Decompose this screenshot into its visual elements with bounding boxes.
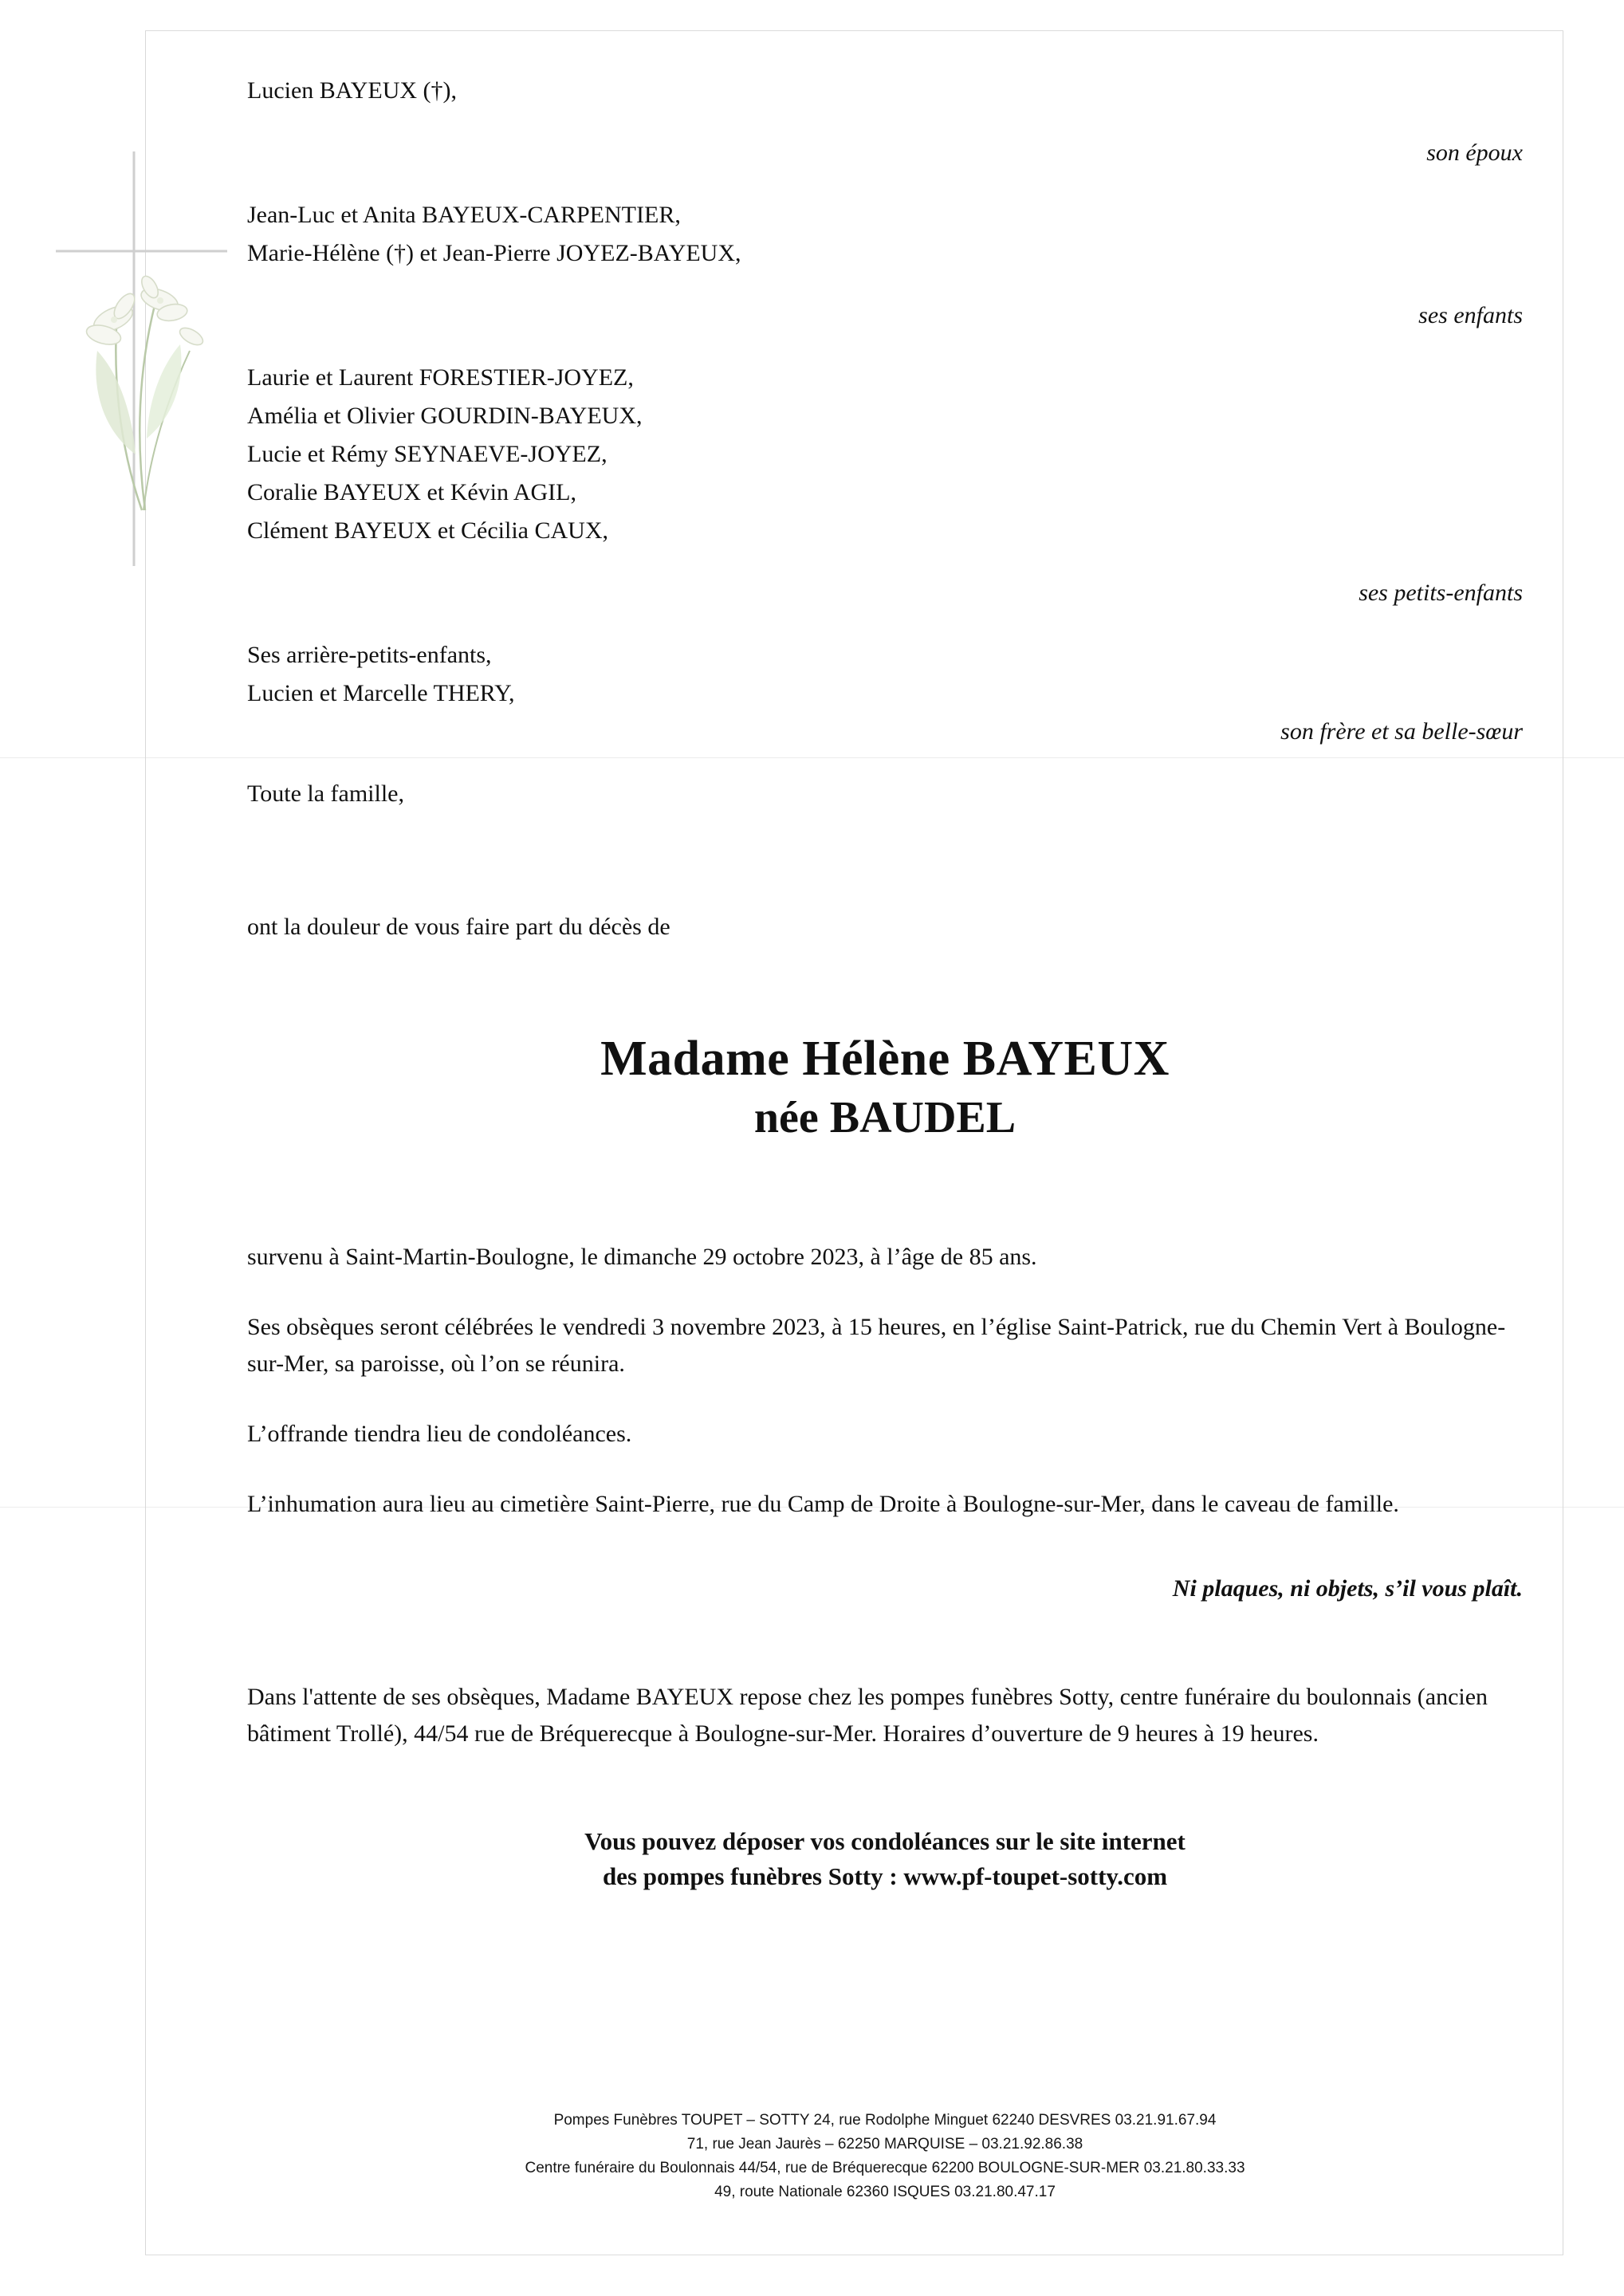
family-line: Jean-Luc et Anita BAYEUX-CARPENTIER,	[247, 202, 681, 228]
spacer	[247, 172, 1523, 196]
condolences-line-1: Vous pouvez déposer vos condoléances sur le site internet	[584, 1827, 1186, 1855]
footer-line: Centre funéraire du Boulonnais 44/54, rue de Bréquerecque 62200 BOULOGNE-SUR-MER 03.21.80.33.33	[525, 2160, 1245, 2176]
footer-line: Pompes Funèbres TOUPET – SOTTY 24, rue Rodolphe Minguet 62240 DESVRES 03.21.91.67.94	[553, 2112, 1217, 2129]
relation-label: son frère et sa belle-sœur	[1280, 718, 1523, 745]
condolences-block	[247, 1824, 1523, 1894]
family-line: Toute la famille,	[247, 780, 404, 807]
family-group	[247, 359, 1523, 612]
family-line: Amélia et Olivier GOURDIN-BAYEUX,	[247, 403, 643, 429]
footer-contact-info	[247, 2109, 1523, 2204]
paragraph-burial: L’inhumation aura lieu au cimetière Saint-Pierre, rue du Camp de Droite à Boulogne-sur-Mer, dans le caveau de famille.	[247, 1491, 1399, 1517]
spacer	[247, 1147, 1523, 1239]
spacer	[247, 1453, 1523, 1486]
family-group	[247, 636, 1523, 751]
family-line: Clément BAYEUX et Cécilia CAUX,	[247, 517, 609, 544]
deceased-name	[247, 1029, 1523, 1147]
spacer	[247, 110, 1523, 134]
family-line: Coralie BAYEUX et Kévin AGIL,	[247, 479, 576, 505]
paragraph-repose: Dans l'attente de ses obsèques, Madame BAYEUX repose chez les pompes funèbres Sotty, centre funéraire du boulonnais (ancien bâtiment Trollé), 44/54 rue de Bréquerecque à Boulogne-sur-Mer. Horaires d’ouverture de 9 heures à 19 heures.	[247, 1684, 1488, 1747]
page-border-left	[145, 30, 146, 2255]
paragraph-offering: L’offrande tiendra lieu de condoléances.	[247, 1421, 632, 1447]
spacer	[247, 1382, 1523, 1416]
family-line: Laurie et Laurent FORESTIER-JOYEZ,	[247, 364, 634, 391]
relation-label: son époux	[1426, 140, 1523, 166]
family-group	[247, 196, 1523, 335]
deceased-name-line-2: née BAUDEL	[753, 1093, 1016, 1142]
family-line: Marie-Hélène (†) et Jean-Pierre JOYEZ-BAYEUX,	[247, 240, 741, 266]
announcement-intro: ont la douleur de vous faire part du décès de	[247, 914, 670, 940]
notice-no-plaques: Ni plaques, ni objets, s’il vous plaît.	[1172, 1575, 1523, 1602]
family-line: Ses arrière-petits-enfants,	[247, 642, 492, 668]
spacer	[247, 612, 1523, 636]
deceased-name-line-1: Madame Hélène BAYEUX	[600, 1032, 1170, 1086]
family-line: Lucie et Rémy SEYNAEVE-JOYEZ,	[247, 441, 608, 467]
spacer	[247, 273, 1523, 297]
family-line: Lucien BAYEUX (†),	[247, 77, 458, 104]
cross-and-lily-icon	[56, 136, 263, 582]
page-border-top	[145, 30, 1563, 31]
spacer	[247, 1276, 1523, 1309]
spacer	[247, 813, 1523, 909]
spacer	[247, 550, 1523, 574]
spacer	[247, 1523, 1523, 1571]
condolences-line-2: des pompes funèbres Sotty : www.pf-toupet-sotty.com	[602, 1862, 1168, 1890]
relation-label: ses petits-enfants	[1359, 580, 1523, 606]
family-line: Lucien et Marcelle THERY,	[247, 680, 515, 706]
spacer	[247, 335, 1523, 359]
spacer	[247, 946, 1523, 1029]
footer-line: 71, rue Jean Jaurès – 62250 MARQUISE – 03.21.92.86.38	[686, 2136, 1083, 2152]
paragraph-death-details: survenu à Saint-Martin-Boulogne, le dimanche 29 octobre 2023, à l’âge de 85 ans.	[247, 1244, 1037, 1270]
paragraph-funeral-details: Ses obsèques seront célébrées le vendredi 3 novembre 2023, à 15 heures, en l’église Saint-Patrick, rue du Chemin Vert à Boulogne-sur-Mer, sa paroisse, où l’on se réunira.	[247, 1314, 1506, 1377]
spacer	[247, 1752, 1523, 1824]
spacer	[247, 751, 1523, 775]
family-group	[247, 775, 1523, 813]
family-group	[247, 72, 1523, 172]
document-content	[247, 72, 1523, 1894]
footer-line: 49, route Nationale 62360 ISQUES 03.21.80.47.17	[714, 2184, 1056, 2200]
spacer	[247, 1607, 1523, 1679]
relation-label: ses enfants	[1418, 302, 1523, 328]
